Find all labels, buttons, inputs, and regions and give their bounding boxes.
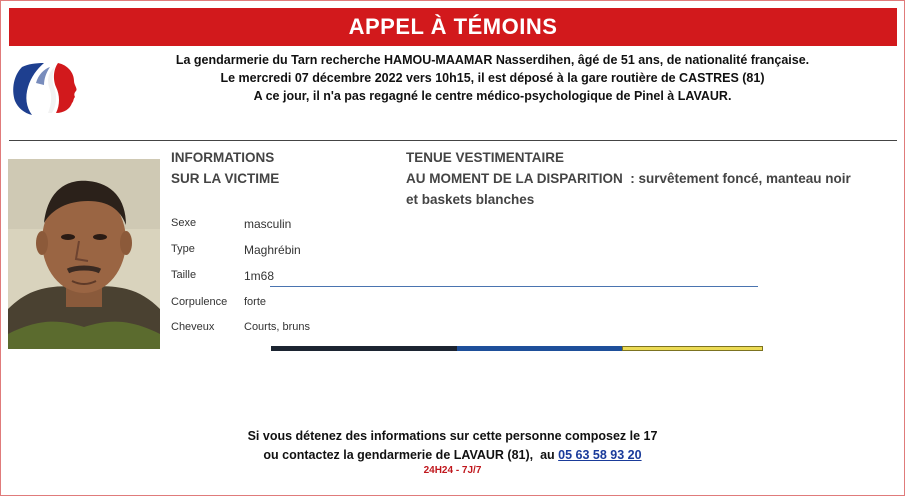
field-label-cheveux: Cheveux [171, 321, 215, 333]
clothing-section [406, 147, 896, 210]
hours-badge: 24H24 - 7J/7 [423, 465, 482, 476]
contact-prefix: ou contactez la gendarmerie de LAVAUR (81), au [263, 448, 559, 462]
contact-line1: Si vous détenez des informations sur cette personne composez le 17 [247, 429, 658, 443]
victim-photo [8, 159, 160, 349]
logo-blue-wing [13, 63, 44, 115]
height-underline [270, 286, 758, 287]
clothing-description-cont: et baskets blanches [406, 192, 535, 207]
field-label-corpulence: Corpulence [171, 296, 228, 308]
field-label-type: Type [171, 243, 195, 255]
color-bar-navy [271, 346, 457, 351]
clothing-description: survêtement foncé, manteau noir [638, 171, 851, 186]
logo-red-profile [54, 63, 77, 113]
divider [9, 140, 897, 141]
page-title: APPEL À TÉMOINS [9, 8, 897, 46]
marianne-logo [8, 55, 84, 121]
field-value-cheveux: Courts, bruns [244, 321, 311, 333]
color-bar-blue [457, 346, 622, 351]
intro-text [100, 51, 885, 105]
info-section-title [171, 147, 279, 189]
intro-line: Le mercredi 07 décembre 2022 vers 10h15, il est déposé à la gare routière de CASTRES (81) [220, 71, 765, 85]
info-title-line2: SUR LA VICTIME [171, 171, 280, 186]
clothing-title-line1: TENUE VESTIMENTAIRE [406, 150, 565, 165]
field-value-type: Maghrébin [244, 243, 301, 257]
contact-block [150, 427, 755, 465]
field-value-sexe: masculin [244, 217, 292, 231]
logo-hair-line [36, 67, 50, 85]
field-value-corpulence: forte [244, 296, 267, 308]
clothing-title-line2 [406, 168, 896, 189]
info-title-line1: INFORMATIONS [171, 150, 275, 165]
intro-line: La gendarmerie du Tarn recherche HAMOU-MAAMAR Nasserdihen, âgé de 51 ans, de nationalité française. [175, 53, 810, 67]
color-bar-yellow [622, 346, 763, 351]
clothing-title-label: AU MOMENT DE LA DISPARITION [406, 171, 623, 186]
field-label-taille: Taille [171, 269, 197, 281]
contact-line2 [150, 446, 755, 465]
field-value-taille: 1m68 [244, 269, 275, 283]
field-label-sexe: Sexe [171, 217, 197, 229]
clothing-separator: : [622, 171, 639, 186]
phone-link[interactable]: 05 63 58 93 20 [558, 448, 642, 462]
intro-line: A ce jour, il n'a pas regagné le centre médico-psychologique de Pinel à LAVAUR. [253, 89, 732, 103]
